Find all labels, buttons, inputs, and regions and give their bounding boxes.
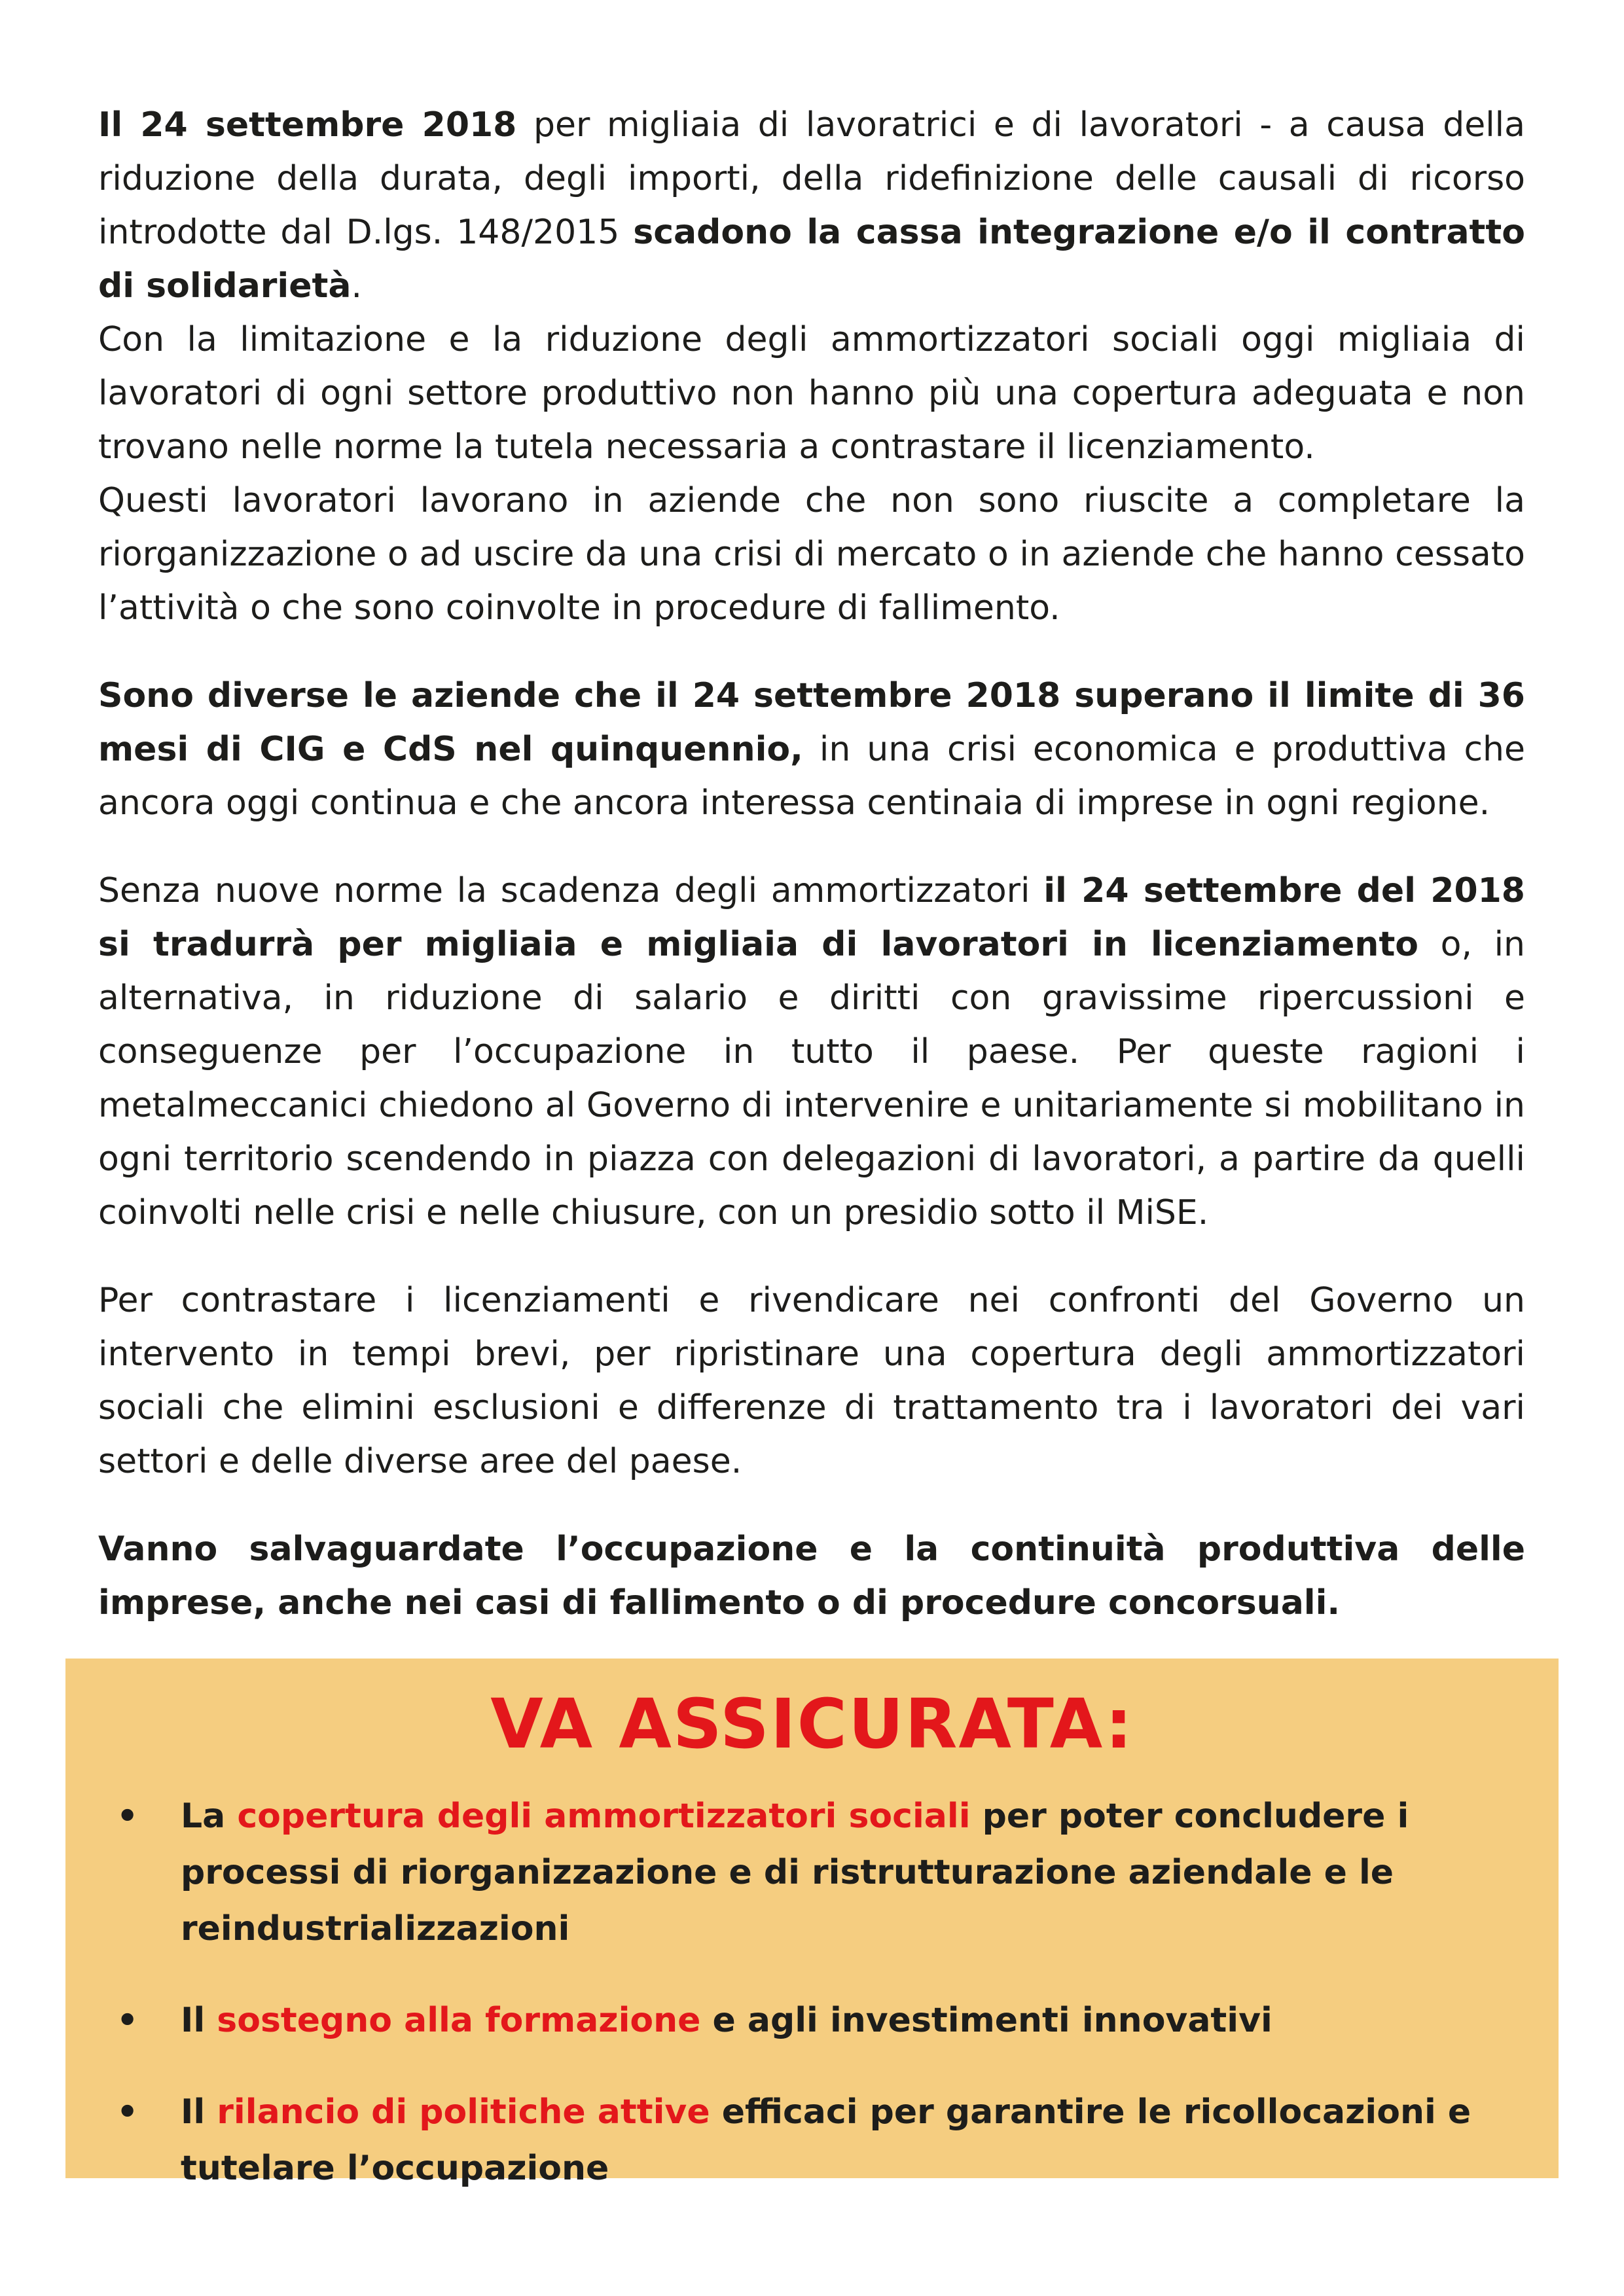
text-run: scadono la cassa integrazione e/o il contratto di solidarietà <box>98 213 1525 306</box>
text-run: per poter concludere i processi di riorganizzazione e di ristrutturazione aziendale e le reindustrializzazioni <box>181 1797 1409 1948</box>
paragraph-1 <box>98 98 1525 313</box>
text-run: Senza nuove norme la scadenza degli ammortizzatori <box>98 871 1044 910</box>
paragraph-3 <box>98 474 1525 635</box>
list-item <box>98 1992 1532 2049</box>
list-item <box>98 1788 1532 1957</box>
paragraph-2 <box>98 313 1525 474</box>
bullet-icon: • <box>117 2001 139 2040</box>
bullet-list <box>98 1788 1532 2232</box>
bullet-icon: • <box>117 1797 139 1836</box>
text-run: Questi lavoratori lavorano in aziende che non sono riuscite a completare la riorganizzazione o ad uscire da una crisi di mercato o in aziende che hanno cessato l’attività o che sono coinvolte in procedure di fallimento. <box>98 481 1525 628</box>
text-run: Con la limitazione e la riduzione degli ammortizzatori sociali oggi migliaia di lavoratori di ogni settore produttivo non hanno più una copertura adeguata e non trovano nelle norme la tutela necessaria a contrastare il licenziamento. <box>98 320 1525 467</box>
text-run: e agli investimenti innovativi <box>700 2001 1272 2040</box>
text-run: efficaci per garantire le ricollocazioni e tutelare l’occupazione <box>181 2092 1471 2188</box>
text-run: Per contrastare i licenziamenti e rivendicare nei confronti del Governo un intervento in tempi brevi, per ripristinare una copertura degli ammortizzatori sociali che elimini esclusioni e differenze di trattamento tra i lavoratori dei vari settori e delle diverse aree del paese. <box>98 1281 1525 1481</box>
paragraph-6 <box>98 1274 1525 1488</box>
text-run: copertura degli ammortizzatori sociali <box>237 1797 971 1836</box>
text-run: rilancio di politiche attive <box>217 2092 710 2132</box>
text-run: Sono diverse le aziende che il 24 settembre 2018 superano il limite di 36 mesi di CIG e CdS nel quinquennio, <box>98 676 1525 769</box>
text-run: Il <box>181 2001 217 2040</box>
text-run: Vanno salvaguardate l’occupazione e la continuità produttiva delle imprese, anche nei casi di fallimento o di procedure concorsuali. <box>98 1530 1525 1623</box>
body-text <box>98 98 1525 1630</box>
text-run: . <box>351 266 363 306</box>
text-run: in una crisi economica e produttiva che ancora oggi continua e che ancora interessa centinaia di imprese in ogni regione. <box>98 730 1525 823</box>
highlight-box <box>65 1659 1559 2188</box>
text-run: Il <box>181 2092 217 2132</box>
paragraph-4 <box>98 669 1525 830</box>
text-run: Il 24 settembre 2018 <box>98 105 517 145</box>
box-title: VA ASSICURATA: <box>490 1684 1134 1764</box>
text-run: La <box>181 1797 238 1836</box>
list-item <box>98 2084 1532 2197</box>
bullet-icon: • <box>117 2092 139 2132</box>
paragraph-7 <box>98 1522 1525 1630</box>
text-run: il 24 settembre del 2018 si tradurrà per migliaia e migliaia di lavoratori in licenziamento <box>98 871 1525 964</box>
text-run: o, in alternativa, in riduzione di salario e diritti con gravissime ripercussioni e conseguenze per l’occupazione in tutto il paese. Per queste ragioni i metalmeccanici chiedono al Governo di intervenire e unitariamente si mobilitano in ogni territorio scendendo in piazza con delegazioni di lavoratori, a partire da quelli coinvolti nelle crisi e nelle chiusure, con un presidio sotto il MiSE. <box>98 925 1525 1232</box>
paragraph-5 <box>98 864 1525 1240</box>
text-run: per migliaia di lavoratrici e di lavoratori - a causa della riduzione della durata, degli importi, della ridefinizione delle causali di ricorso introdotte dal D.lgs. 148/2015 <box>98 105 1525 252</box>
text-run: sostegno alla formazione <box>217 2001 701 2040</box>
